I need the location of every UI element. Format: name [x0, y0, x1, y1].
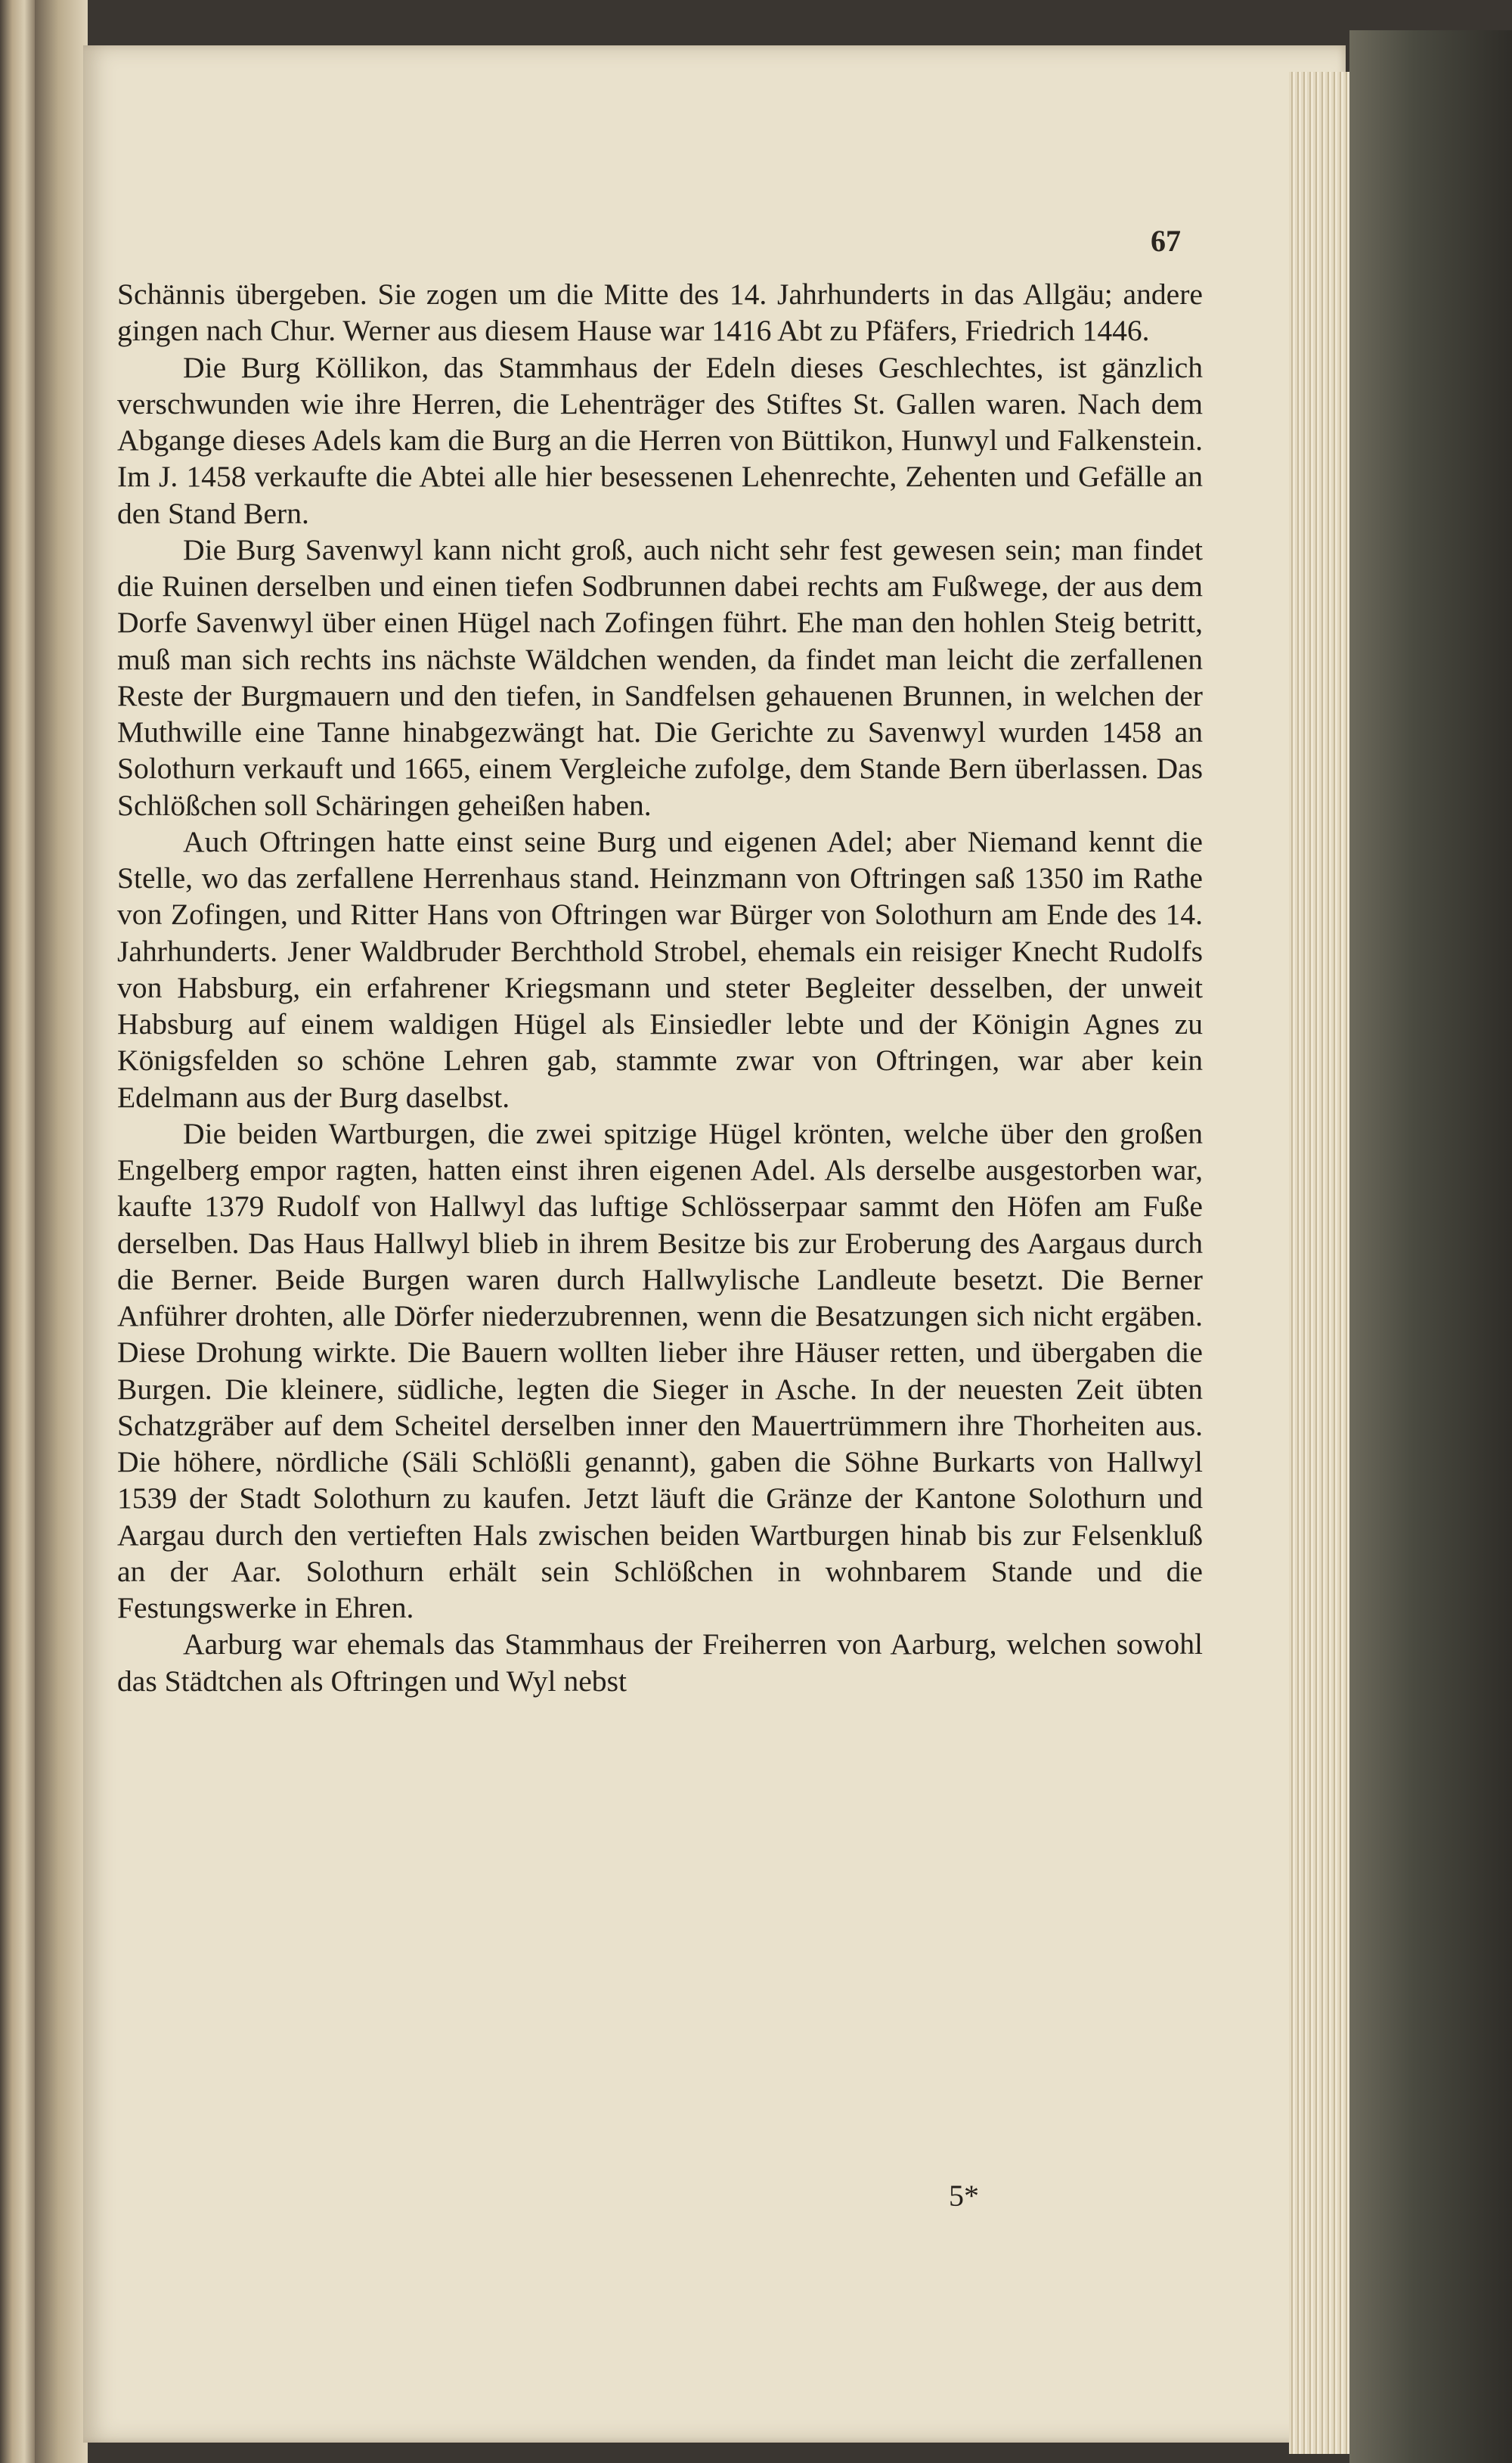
- book-cover-edge: [1349, 30, 1512, 2463]
- book-gutter: [35, 0, 88, 2463]
- previous-page-edge: [0, 0, 35, 2463]
- paragraph-4: Auch Oftringen hatte einst seine Burg und eigenen Adel; aber Niemand kennt die Stelle, wo das zerfallene Herrenhaus stand. Heinzmann von Oftringen saß 1350 im Rathe von Zofingen, und Ritter Hans von Oftringen war Bürger von Solothurn am Ende des 14. Jahrhunderts. Jener Waldbruder Berchthold Strobel, ehemals ein reisiger Knecht Rudolfs von Habsburg, ein erfahrener Kriegsmann und steter Begleiter desselben, der unweit Habsburg auf einem waldigen Hügel als Einsiedler lebte und der Königin Agnes zu Königsfelden so schöne Lehren gab, stammte zwar von Oftringen, war aber kein Edelmann aus der Burg daselbst.: [117, 824, 1203, 1114]
- body-text: [117, 276, 1203, 1699]
- paragraph-1: Schännis übergeben. Sie zogen um die Mitte des 14. Jahrhunderts in das Allgäu; andere gingen nach Chur. Werner aus diesem Hause war 1416 Abt zu Pfäfers, Friedrich 1446.: [117, 278, 1203, 348]
- paragraph-2: Die Burg Köllikon, das Stammhaus der Edeln dieses Geschlechtes, ist gänzlich verschwunden wie ihre Herren, die Lehenträger des Stiftes St. Gallen waren. Nach dem Abgange dieses Adels kam die Burg an die Herren von Büttikon, Hunwyl und Falkenstein. Im J. 1458 verkaufte die Abtei alle hier besessenen Lehenrechte, Zehenten und Gefälle an den Stand Bern.: [117, 350, 1203, 530]
- page-stack-edges: [1289, 72, 1349, 2454]
- paragraph-6: Aarburg war ehemals das Stammhaus der Freiherren von Aarburg, welchen sowohl das Städtchen als Oftringen und Wyl nebst: [117, 1627, 1203, 1698]
- page-number: 67: [1151, 224, 1181, 258]
- signature-mark: 5*: [949, 2179, 979, 2213]
- paragraph-5: Die beiden Wartburgen, die zwei spitzige Hügel krönten, welche über den großen Engelberg empor ragten, hatten einst ihren eigenen Adel. Als derselbe ausgestorben war, kaufte 1379 Rudolf von Hallwyl das luftige Schlösserpaar sammt den Höfen am Fuße derselben. Das Haus Hallwyl blieb in ihrem Besitze bis zur Eroberung des Aargaus durch die Berner. Beide Burgen waren durch Hallwylische Landleute besetzt. Die Berner Anführer drohten, alle Dörfer niederzubrennen, wenn die Besatzungen sich nicht ergäben. Diese Drohung wirkte. Die Bauern wollten lieber ihre Häuser retten, und übergaben die Burgen. Die kleinere, südliche, legten die Sieger in Asche. In der neuesten Zeit übten Schatzgräber auf dem Scheitel derselben inner den Mauertrümmern ihre Thorheiten aus. Die höhere, nördliche (Säli Schlößli genannt), gaben die Söhne Burkarts von Hallwyl 1539 der Stadt Solothurn zu kaufen. Jetzt läuft die Gränze der Kantone Solothurn und Aargau durch den vertieften Hals zwischen beiden Wartburgen hinab bis zur Felsenkluß an der Aar. Solothurn erhält sein Schlößchen in wohnbarem Stande und die Festungswerke in Ehren.: [117, 1116, 1203, 1624]
- paragraph-3: Die Burg Savenwyl kann nicht groß, auch nicht sehr fest gewesen sein; man findet die Ruinen derselben und einen tiefen Sodbrunnen dabei rechts am Fußwege, der aus dem Dorfe Savenwyl über einen Hügel nach Zofingen führt. Ehe man den hohlen Steig betritt, muß man sich rechts ins nächste Wäldchen wenden, da findet man leicht die zerfallenen Reste der Burgmauern und den tiefen, in Sandfelsen gehauenen Brunnen, in welchen der Muthwille eine Tanne hinabgezwängt hat. Die Gerichte zu Savenwyl wurden 1458 an Solothurn verkauft und 1665, einem Vergleiche zufolge, dem Stande Bern überlassen. Das Schlößchen soll Schäringen geheißen haben.: [117, 532, 1203, 822]
